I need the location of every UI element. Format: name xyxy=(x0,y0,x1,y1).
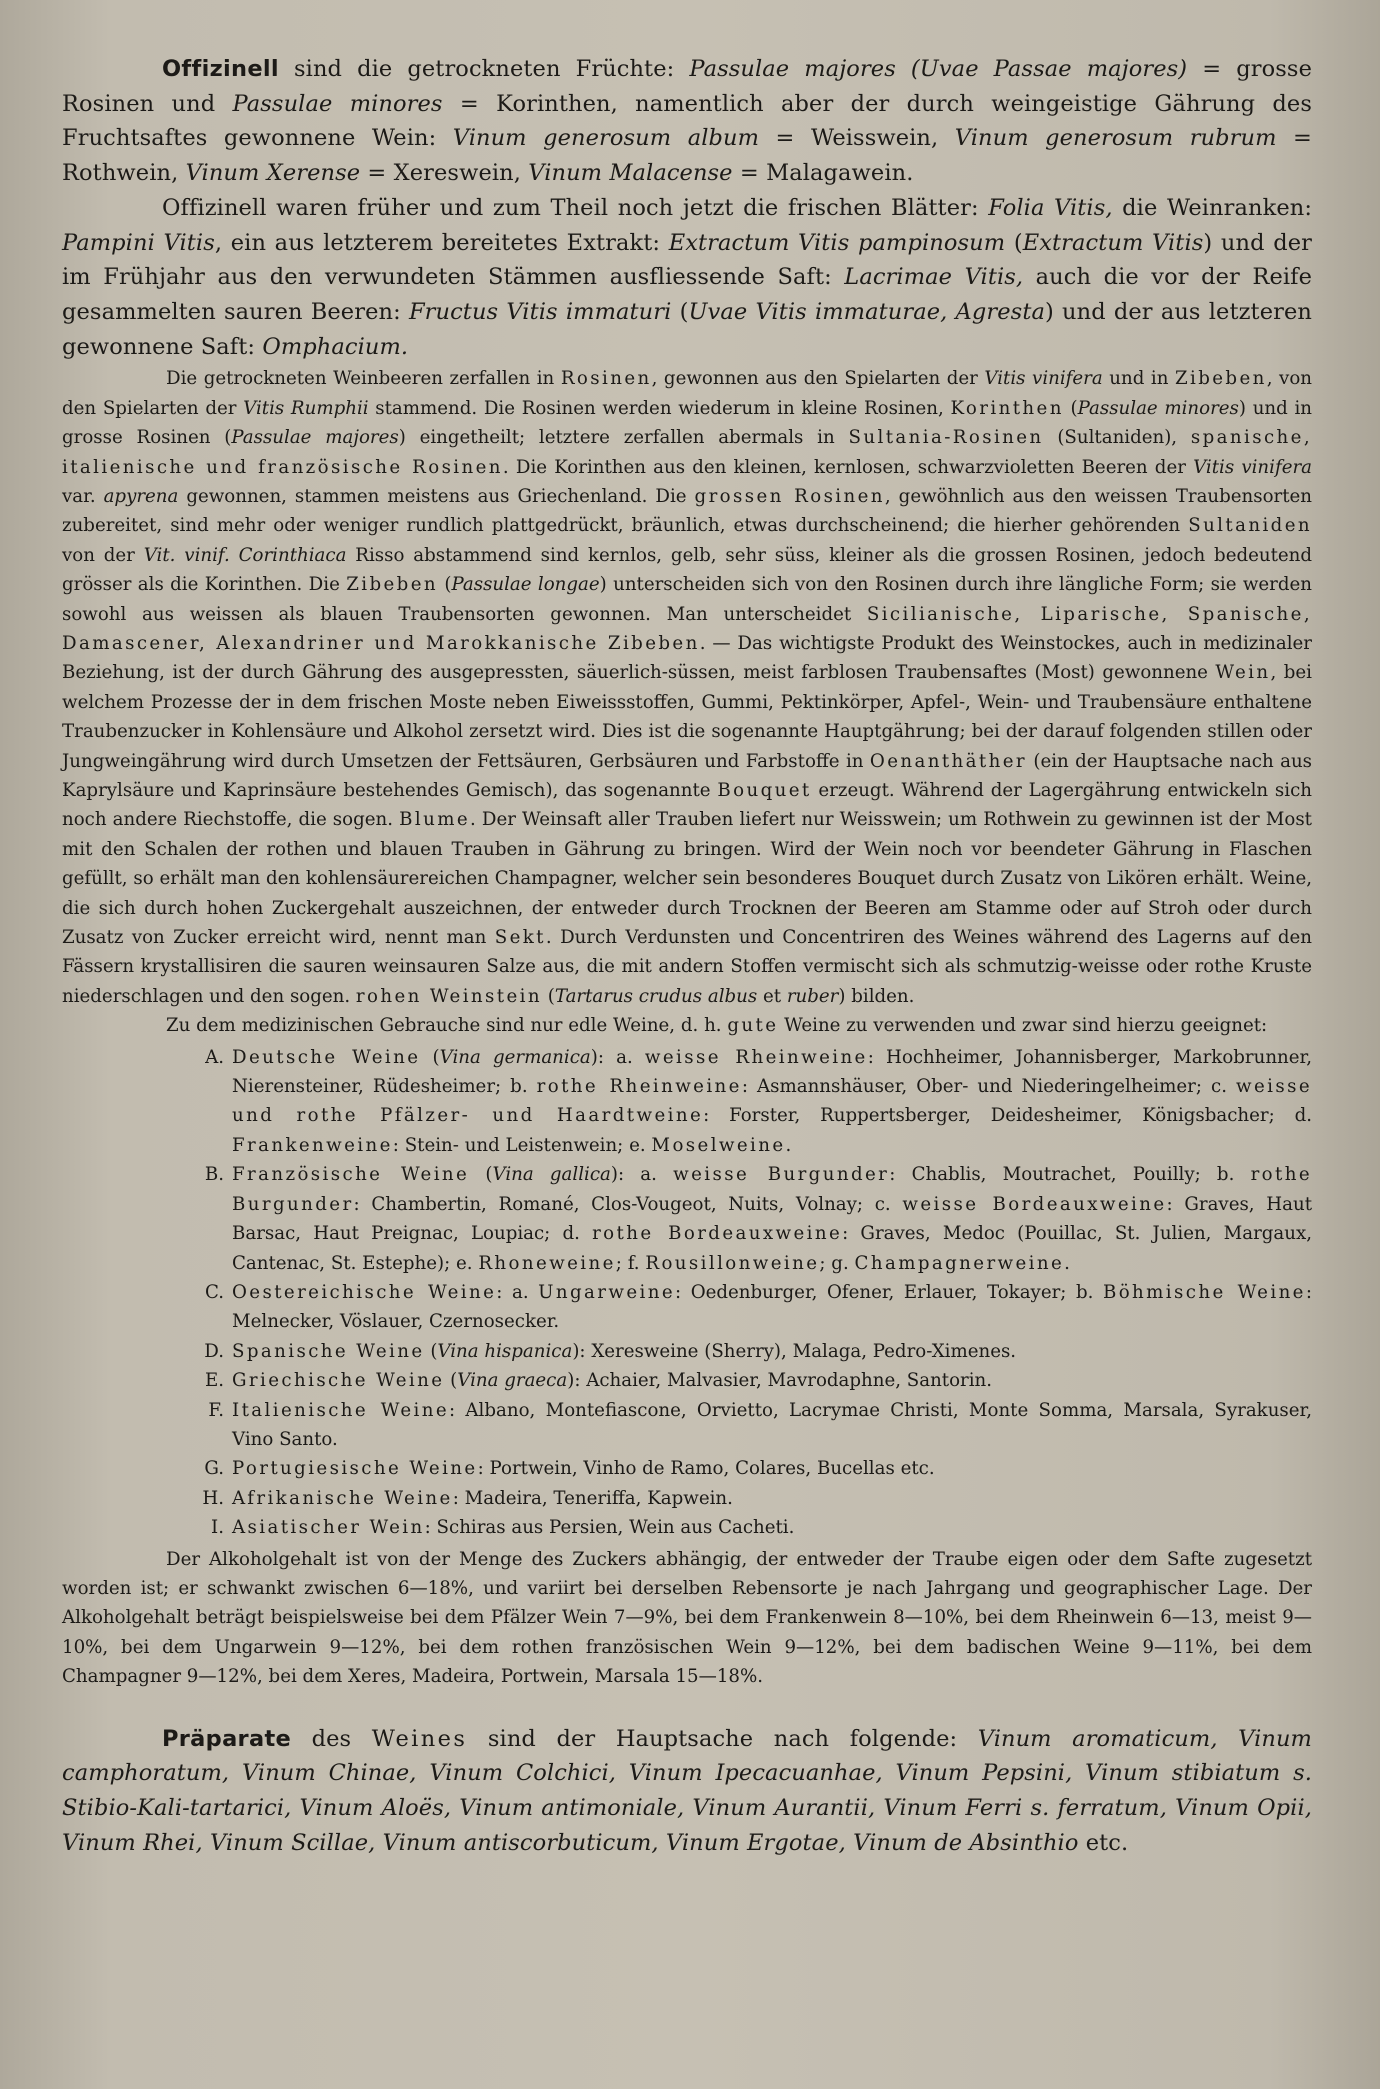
spaced-term: grossen Rosinen xyxy=(694,485,885,507)
spaced-term: rothe Bordeauxweine xyxy=(592,1223,843,1245)
spaced-term: gute xyxy=(727,1015,779,1037)
wine-list-item xyxy=(62,1484,1312,1513)
text-run: ( xyxy=(1005,229,1023,256)
text-run: : Forster, Ruppertsberger, Deidesheimer, Königsbacher; d. xyxy=(703,1105,1312,1127)
text-run: ) und in grosse Rosinen ( xyxy=(62,397,1312,449)
spaced-term: Zibeben xyxy=(346,574,438,596)
text-run: stammend. Die Rosinen werden wiederum in kleine Rosinen, xyxy=(368,397,951,419)
spaced-term: weisse Rheinweine xyxy=(644,1046,868,1068)
text-run: ; f. xyxy=(615,1252,646,1274)
italic-term: Passulae minores xyxy=(1077,397,1239,419)
spaced-term: Deutsche Weine xyxy=(232,1046,421,1068)
medicinal-use-text xyxy=(166,1015,1267,1036)
text-run: : Asmannshäuser, Ober- und Niederingelheimer; c. xyxy=(741,1076,1237,1098)
text-run: : Madeira, Teneriffa, Kapwein. xyxy=(452,1487,733,1509)
wine-list-item xyxy=(62,1043,1312,1161)
italic-term: Passulae minores xyxy=(232,90,443,117)
official-fruits-paragraph xyxy=(62,52,1312,191)
italic-term: ruber xyxy=(786,985,839,1007)
italic-term: Pampini Vitis xyxy=(62,229,215,256)
text-run: . Die Korinthen aus den kleinen, kernlosen, schwarzvioletten Beeren der xyxy=(502,456,1194,478)
spaced-term: Oestereichische Weine xyxy=(232,1281,497,1303)
text-run: ( xyxy=(1063,397,1078,419)
text-run: Der Alkoholgehalt ist von der Menge des Zuckers abhängig, der entweder der Traube eigen oder dem Safte zugesetzt worden ist; er schwankt zwischen 6—18%, und variirt bei derselben Rebensorte je nach Jahrgang und geographischer Lage. Der Alkoholgehalt beträgt beispielsweise bei dem Pfälzer Wein 7—9%, bei dem Frankenwein 8—10%, bei dem Rheinwein 6—13, meist 9—10%, bei dem Ungarwein 9—12%, bei dem rothen französischen Wein 9—12%, bei dem badischen Weine 9—11%, bei dem Champagner 9—12%, bei dem Xeres, Madeira, Portwein, Marsala 15—18%. xyxy=(62,1548,1312,1688)
text-run: ( xyxy=(671,298,689,325)
text-run: ( xyxy=(541,985,555,1007)
spaced-term: Sicilianische, Liparische, Spanische, Damascener, Alexandriner und Marokkanische Zibeben xyxy=(62,603,1312,654)
spaced-term: weisse Bordeauxweine xyxy=(902,1193,1167,1215)
list-letter: D. xyxy=(204,1340,224,1362)
offizinell-heading: Offizinell xyxy=(162,56,279,82)
text-run: : Oedenburger, Ofener, Erlauer, Tokayer; b. xyxy=(675,1281,1103,1303)
praeparate-heading: Präparate xyxy=(162,1725,292,1752)
wine-list-item xyxy=(62,1454,1312,1483)
former-officinal-text xyxy=(62,195,1312,360)
spaced-term: Blume xyxy=(399,809,470,831)
text-run: : Chambertin, Romané, Clos-Vougeot, Nuits, Volnay; c. xyxy=(353,1193,903,1215)
list-letter: B. xyxy=(204,1164,224,1186)
text-run: , gewonnen aus den Spielarten der xyxy=(651,368,985,390)
italic-term: Vitis Rumphii xyxy=(243,397,369,419)
list-letter: E. xyxy=(204,1370,224,1392)
text-run: sind die getrockneten Früchte: xyxy=(278,56,690,82)
italic-term: Folia Vitis, xyxy=(988,194,1113,221)
text-run: . xyxy=(1064,1252,1070,1274)
former-officinal-paragraph xyxy=(62,191,1312,365)
spaced-term: rothe Rheinweine xyxy=(536,1076,742,1098)
list-letter: G. xyxy=(204,1458,224,1480)
text-run: auch die vor der Reife gesammelten sauren Beeren: xyxy=(62,264,1312,325)
text-run: ; g. xyxy=(819,1252,855,1274)
spaced-term: Zibeben xyxy=(1174,368,1267,390)
alcohol-content-text xyxy=(62,1549,1312,1688)
spaced-term: Moselweine xyxy=(651,1134,786,1156)
text-run: , ein aus letzterem bereitetes Extrakt: xyxy=(214,229,669,256)
list-letter: A. xyxy=(205,1046,224,1068)
italic-term: Vina graeca xyxy=(457,1370,568,1392)
spaced-term: weisse und rothe Pfälzer- und Haardtweine xyxy=(232,1076,1312,1127)
text-run: : a. xyxy=(496,1281,539,1303)
italic-term: Vitis vinifera xyxy=(1193,456,1312,478)
italic-term: Vina hispanica xyxy=(437,1340,573,1362)
list-item-text xyxy=(232,1513,1312,1542)
text-run: : Chablis, Moutrachet, Pouilly; b. xyxy=(889,1164,1251,1186)
text-run: ): a. xyxy=(610,1164,674,1186)
italic-term: Vinum generosum album xyxy=(452,125,760,152)
spaced-term: Rousillonweine xyxy=(645,1252,820,1274)
italic-term: Vina germanica xyxy=(439,1046,591,1068)
text-run: von der xyxy=(62,544,144,566)
list-item-text xyxy=(232,1337,1312,1366)
spaced-term: Frankenweine xyxy=(232,1134,393,1156)
alcohol-content-paragraph xyxy=(62,1545,1312,1692)
italic-term: Vinum Malacense xyxy=(528,160,733,187)
italic-term: Vinum Xerense xyxy=(185,160,361,187)
wine-list-item xyxy=(62,1337,1312,1366)
spaced-term: Spanische Weine xyxy=(232,1340,425,1362)
text-run: : Graves, Haut Barsac, Haut Preignac, Loupiac; d. xyxy=(232,1193,1313,1245)
text-run: : Graves, Medoc (Pouillac, St. Julien, Margaux, Cantenac, St. Estephe); e. xyxy=(232,1223,1313,1274)
text-run: ): Achaier, Malvasier, Mavrodaphne, Santorin. xyxy=(567,1370,993,1392)
text-run: . Der Weinsaft aller Trauben liefert nur Weisswein; um Rothwein zu gewinnen ist der Most mit den Schalen der rothen und blauen Trauben in Gährung zu bringen. Wird der Wein noch vor beendeter Gährung in Flaschen gefüllt, so erhält man den kohlensäurereichen Champagner, welcher sein besonderes Bouquet durch Zusatz von Likören erhält. Weine, die sich durch hohen Zuckergehalt auszeichnen, der entweder durch Trocknen der Beeren am Stamme oder auf Stroh oder durch Zusatz von Zucker erreicht wird, nennt man xyxy=(62,809,1312,949)
text-run: Die getrockneten Weinbeeren zerfallen in xyxy=(166,368,561,390)
wine-list-item xyxy=(62,1513,1312,1542)
text-run: die Weinranken: xyxy=(1112,194,1313,221)
spaced-term: rothe Burgunder xyxy=(232,1164,1312,1215)
text-run: (Sultaniden), xyxy=(1043,427,1191,449)
italic-term: Tartarus crudus albus xyxy=(554,985,758,1007)
text-run: . xyxy=(785,1134,792,1156)
spaced-term: Oenanthäther xyxy=(869,750,1027,772)
list-letter: F. xyxy=(208,1399,224,1421)
spaced-term: Sekt xyxy=(494,927,546,949)
text-run: Risso abstammend sind kernlos, gelb, sehr süss, kleiner als die grossen Rosinen, jedoch bedeutend grösser als die Korinthen. Die xyxy=(62,544,1312,596)
raisins-and-wine-description xyxy=(62,364,1312,1011)
italic-term: Vina gallica xyxy=(492,1164,611,1186)
preparations-paragraph xyxy=(62,1722,1312,1861)
text-run: (ein der Hauptsache nach aus Kaprylsäure und Kaprinsäure bestehendes Gemisch), das sogenannte xyxy=(62,750,1312,802)
spaced-term: rohen Weinstein xyxy=(355,985,542,1007)
text-run: ( xyxy=(444,1370,458,1392)
text-run: ( xyxy=(424,1340,438,1362)
spaced-term: Wein xyxy=(1215,662,1271,684)
italic-term: Passulae longae xyxy=(451,574,600,596)
spaced-term: Französische Weine xyxy=(232,1164,470,1186)
italic-term: Lacrimae Vitis, xyxy=(844,264,1024,291)
text-run: ( xyxy=(420,1046,440,1068)
spaced-term: Korinthen xyxy=(950,397,1064,419)
text-run: . — Das wichtigste Produkt des Weinstockes, auch in medizinaler Beziehung, ist der durch Gährung des ausgepressten, säuerlich-süssen, meist farblosen Traubensaftes (Most) gewonnene xyxy=(62,632,1312,684)
text-run: : Albano, Montefiascone, Orvietto, Lacrymae Christi, Monte Somma, Marsala, Syrakuser, Vino Santo. xyxy=(232,1399,1312,1450)
text-run: = Rothwein, xyxy=(62,125,1312,187)
text-run: ) eingetheilt; letztere zerfallen abermals in xyxy=(398,427,849,449)
text-run: = Malagawein. xyxy=(732,160,914,187)
italic-term: Vinum generosum rubrum xyxy=(954,125,1277,152)
text-run: ) unterscheiden sich von den Rosinen durch ihre längliche Form; sie werden sowohl aus weissen als blauen Traubensorten gewonnen. Man unterscheidet xyxy=(62,574,1313,625)
text-run: gewonnen, stammen meistens aus Griechenland. Die xyxy=(178,485,695,507)
italic-term: Vitis vinifera xyxy=(984,368,1103,390)
text-run: des xyxy=(291,1725,372,1752)
text-run: ) und der im Frühjahr aus den verwundeten Stämmen ausfliessende Saft: xyxy=(62,229,1313,291)
spaced-term: spanische, italienische und französische Rosinen xyxy=(62,427,1313,478)
spaced-term: Rosinen xyxy=(560,368,652,390)
medicinal-use-intro xyxy=(62,1011,1312,1040)
list-letter: H. xyxy=(202,1487,224,1509)
italic-term: Extractum Vitis xyxy=(1022,229,1204,256)
italic-term: Passulae majores xyxy=(231,427,399,449)
wine-list xyxy=(62,1043,1312,1543)
text-run: etc. xyxy=(1078,1829,1129,1856)
text-run: ): Xeresweine (Sherry), Malaga, Pedro-Ximenes. xyxy=(572,1340,1017,1362)
list-letter: C. xyxy=(204,1281,224,1303)
list-item-text xyxy=(232,1366,1312,1395)
italic-term: Vit. vinif. Corinthiaca xyxy=(143,544,347,566)
spaced-term: Portugiesische Weine xyxy=(232,1458,478,1480)
text-run: var. xyxy=(62,485,104,507)
spaced-term: Sultaniden xyxy=(1188,515,1312,537)
text-run: ): a. xyxy=(590,1046,645,1068)
text-run: et xyxy=(757,985,787,1007)
list-letter: I. xyxy=(211,1517,224,1539)
text-run: : Melnecker, Vöslauer, Czernosecker. xyxy=(232,1281,1312,1333)
spaced-term: Böhmische Weine xyxy=(1102,1281,1306,1303)
list-item-text xyxy=(232,1484,1312,1513)
text-run: ( xyxy=(438,574,452,596)
spaced-term: Italienische Weine xyxy=(232,1399,450,1421)
text-run: = Xereswein, xyxy=(360,160,529,187)
list-item-text xyxy=(232,1278,1312,1337)
text-run: : Stein- und Leistenwein; e. xyxy=(392,1134,652,1156)
spaced-term: Champagnerweine xyxy=(854,1252,1065,1274)
section-gap xyxy=(62,1692,1312,1722)
wine-list-item xyxy=(62,1160,1312,1278)
text-run: sind der Hauptsache nach folgende: xyxy=(467,1725,978,1752)
italic-term: Omphacium. xyxy=(262,333,409,360)
text-run: ( xyxy=(469,1164,493,1186)
spaced-term: weisse Burgunder xyxy=(673,1164,890,1186)
text-run: = Weisswein, xyxy=(759,125,955,152)
spaced-term: Afrikanische Weine xyxy=(232,1487,453,1509)
italic-term: Extractum Vitis pampinosum xyxy=(668,229,1006,256)
text-run: = grosse Rosinen und xyxy=(62,56,1312,117)
text-run: : Portwein, Vinho de Ramo, Colares, Bucellas etc. xyxy=(477,1458,935,1480)
spaced-term: Ungarweine xyxy=(538,1281,676,1303)
italic-term: Passulae majores (Uvae Passae majores) xyxy=(689,56,1188,82)
text-run: , bei welchem Prozesse der in dem frischen Moste neben Eiweissstoffen, Gummi, Pektinkörper, Apfel-, Wein- und Traubensäure enthaltene Traubenzucker in Kohlensäure und Alkohol zersetzt wird. Dies ist die sogenannte Hauptgährung; bei der darauf folgenden stillen oder Jungweingährung wird durch Umsetzen der Fettsäuren, Gerbsäuren und Farbstoffe in xyxy=(62,662,1312,772)
text-run: . Durch Verdunsten und Concentriren des Weines während des Lagerns auf den Fässern krystallisiren die sauren weinsauren Salze aus, die mit andern Stoffen vermischt sich als schmutzig-weisse oder rothe Kruste niederschlagen und den sogen. xyxy=(62,927,1312,1007)
text-run: = Korinthen, namentlich aber der durch weingeistige Gährung des Fruchtsaftes gewonnene Wein: xyxy=(62,90,1312,152)
wine-list-item xyxy=(62,1278,1312,1337)
text-run: Offizinell waren früher und zum Theil noch jetzt die frischen Blätter: xyxy=(162,194,989,221)
text-run: Weine zu verwenden und zwar sind hierzu geeignet: xyxy=(778,1015,1268,1037)
spaced-term: Rhoneweine xyxy=(478,1252,616,1274)
list-item-text xyxy=(232,1043,1312,1161)
wine-list-item xyxy=(62,1396,1312,1455)
spaced-term: Asiatischer Wein xyxy=(232,1517,425,1539)
italic-term: Uvae Vitis immaturae, Agresta xyxy=(688,298,1045,325)
text-run: und in xyxy=(1102,368,1175,390)
text-run: erzeugt. Während der Lagergährung entwickeln sich noch andere Riechstoffe, die sogen. xyxy=(62,780,1312,831)
spaced-term: Griechische Weine xyxy=(232,1370,445,1392)
list-item-text xyxy=(232,1160,1312,1278)
spaced-term: Weines xyxy=(371,1725,468,1752)
text-run: ) und der aus letzteren gewonnene Saft: xyxy=(62,298,1312,360)
text-run: , von den Spielarten der xyxy=(62,368,1312,419)
italic-term: Fructus Vitis immaturi xyxy=(408,298,672,325)
text-run: ) bilden. xyxy=(838,985,915,1007)
raisins-and-wine-text xyxy=(62,368,1312,1007)
spaced-term: Bouquet xyxy=(717,780,812,802)
text-run: Zu dem medizinischen Gebrauche sind nur edle Weine, d. h. xyxy=(166,1015,728,1037)
spaced-term: Sultania-Rosinen xyxy=(848,427,1044,449)
italic-term: Vinum aromaticum, Vinum camphoratum, Vinum Chinae, Vinum Colchici, Vinum Ipecacuanhae, Vinum Pepsini, Vinum stibiatum s. Stibio-Kali-tartarici, Vinum Aloës, Vinum antimoniale, Vinum Aurantii, Vinum Ferri s. ferratum, Vinum Opii, Vinum Rhei, Vinum Scillae, Vinum antiscorbuticum, Vinum Ergotae, Vinum de Absinthio xyxy=(62,1725,1312,1856)
text-run: : Hochheimer, Johannisberger, Markobrunner, Nierensteiner, Rüdesheimer; b. xyxy=(232,1046,1312,1098)
list-item-text xyxy=(232,1396,1312,1455)
italic-term: apyrena xyxy=(103,485,179,507)
text-run: : Schiras aus Persien, Wein aus Cacheti. xyxy=(424,1517,795,1539)
list-item-text xyxy=(232,1454,1312,1483)
text-run: , gewöhnlich aus den weissen Traubensorten zubereitet, sind mehr oder weniger rundlich plattgedrückt, bräunlich, etwas durchscheinend; die hierher gehörenden xyxy=(62,485,1313,537)
wine-list-item xyxy=(62,1366,1312,1395)
